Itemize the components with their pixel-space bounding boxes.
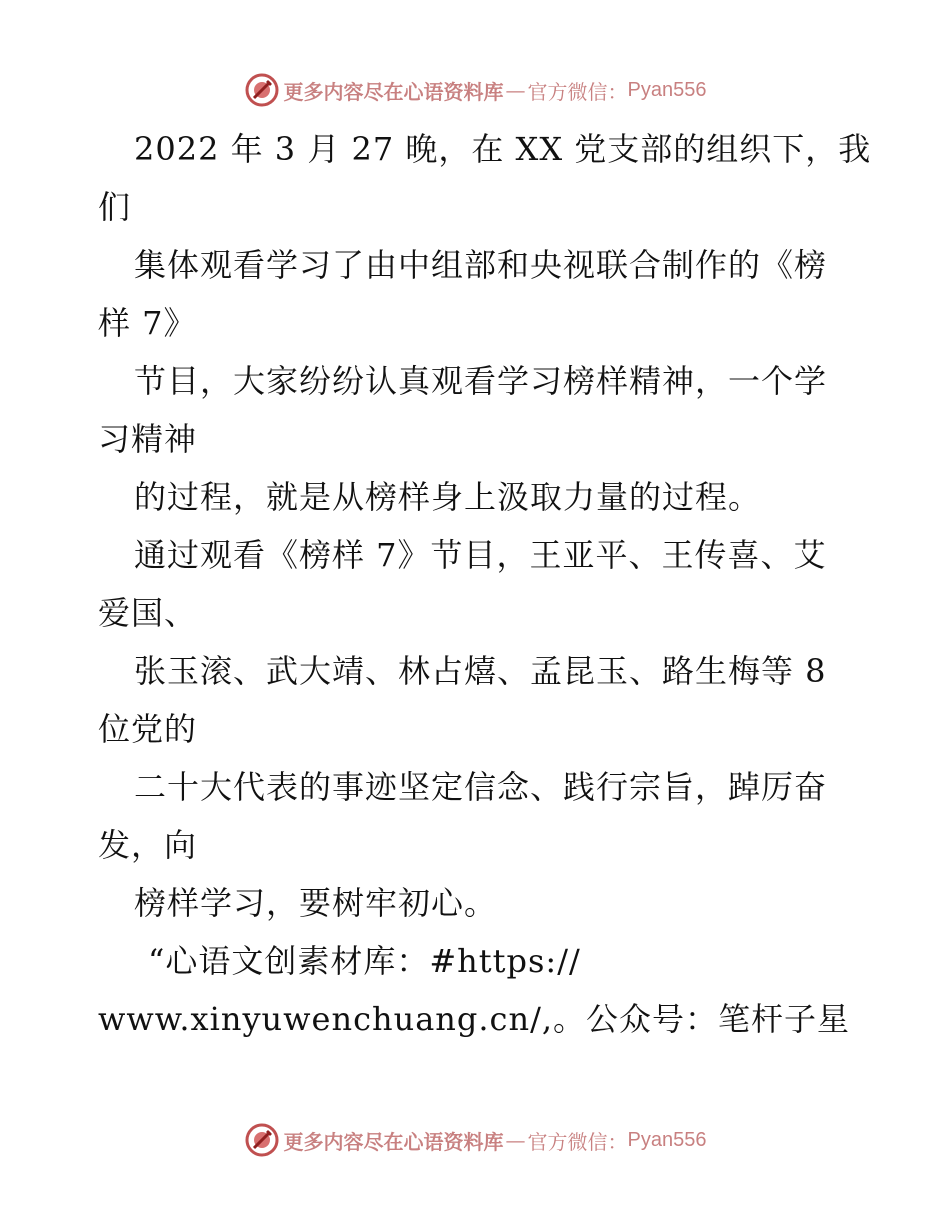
body-line: 爱国、	[98, 594, 198, 632]
footer-watermark-banner	[0, 1120, 950, 1160]
banner-dash: —	[505, 78, 526, 102]
document-body	[98, 120, 872, 1048]
body-line: 样 7》	[98, 304, 197, 342]
brand-logo-icon	[244, 1122, 280, 1158]
header-watermark-banner	[0, 70, 950, 110]
banner-wechat-label: 官方微信：	[527, 79, 628, 104]
banner-title: 更多内容尽在心语资料库	[283, 1129, 504, 1154]
banner-title: 更多内容尽在心语资料库	[283, 79, 504, 104]
brand-logo-icon	[244, 72, 280, 108]
body-line: 习精神	[98, 420, 198, 458]
body-line: 们	[98, 188, 132, 226]
body-line: 发，向	[98, 826, 198, 864]
body-line: 二十大代表的事迹坚定信念、践行宗旨，踔厉奋	[134, 768, 828, 806]
body-line: 2022 年 3 月 27 晚，在 XX 党支部的组织下，我	[134, 130, 872, 168]
body-line: 榜样学习，要树牢初心。	[134, 884, 498, 922]
body-line: 位党的	[98, 710, 198, 748]
banner-wechat-label: 官方微信：	[527, 1129, 628, 1154]
body-line: 张玉滚、武大靖、林占熺、孟昆玉、路生梅等 8	[134, 652, 827, 690]
body-line: 集体观看学习了由中组部和央视联合制作的《榜	[134, 246, 828, 284]
banner-wechat-id: Pyan556	[627, 78, 707, 101]
banner-dash: —	[505, 1128, 526, 1152]
body-line: 节目，大家纷纷认真观看学习榜样精神，一个学	[134, 362, 828, 400]
source-line: “心语文创素材库：#https://	[148, 942, 581, 980]
source-url-line: www.xinyuwenchuang.cn/,。公众号：笔杆子星	[98, 1000, 851, 1038]
banner-wechat-id: Pyan556	[627, 1128, 707, 1151]
body-line: 的过程，就是从榜样身上汲取力量的过程。	[134, 478, 762, 516]
body-line: 通过观看《榜样 7》节目，王亚平、王传喜、艾	[134, 536, 827, 574]
